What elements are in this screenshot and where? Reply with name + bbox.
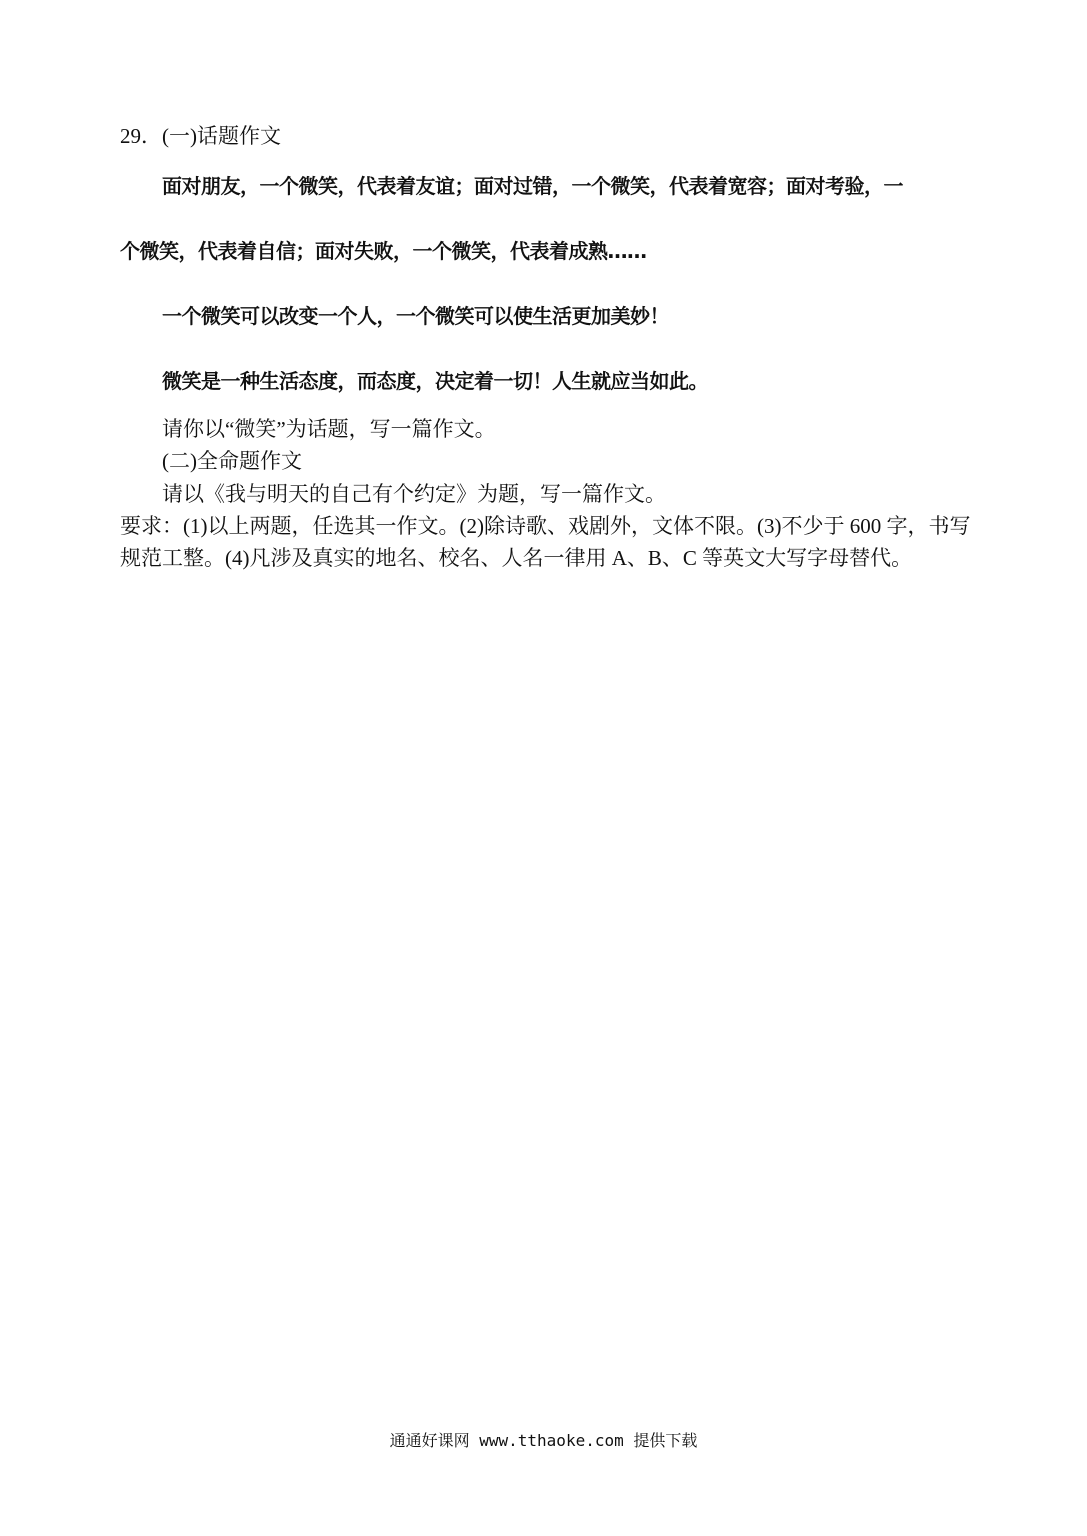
page-footer: 通通好课网 www.tthaoke.com 提供下载 [389,1431,698,1450]
title-prompt: 请以《我与明天的自己有个约定》为题，写一篇作文。 [162,482,666,506]
material-line-4: 微笑是一种生活态度，而态度，决定着一切！人生就应当如此。 [162,369,708,393]
topic-prompt: 请你以“微笑”为话题，写一篇作文。 [162,417,496,441]
material-line-3: 一个微笑可以改变一个人，一个微笑可以使生活更加美妙！ [162,304,669,328]
requirements-line-2: 规范工整。(4)凡涉及真实的地名、校名、人名一律用 A、B、C 等英文大写字母替代。 [120,546,913,570]
material-line-2: 个微笑，代表着自信；面对失败，一个微笑，代表着成熟…… [120,239,647,263]
question-heading: 29．(一)话题作文 [120,124,281,148]
requirements-line-1: 要求：(1)以上两题，任选其一作文。(2)除诗歌、戏剧外，文体不限。(3)不少于 600 字，书写 [120,514,971,538]
second-option-heading: (二)全命题作文 [162,449,302,473]
material-line-1: 面对朋友，一个微笑，代表着友谊；面对过错，一个微笑，代表着宽容；面对考验，一 [162,174,903,198]
